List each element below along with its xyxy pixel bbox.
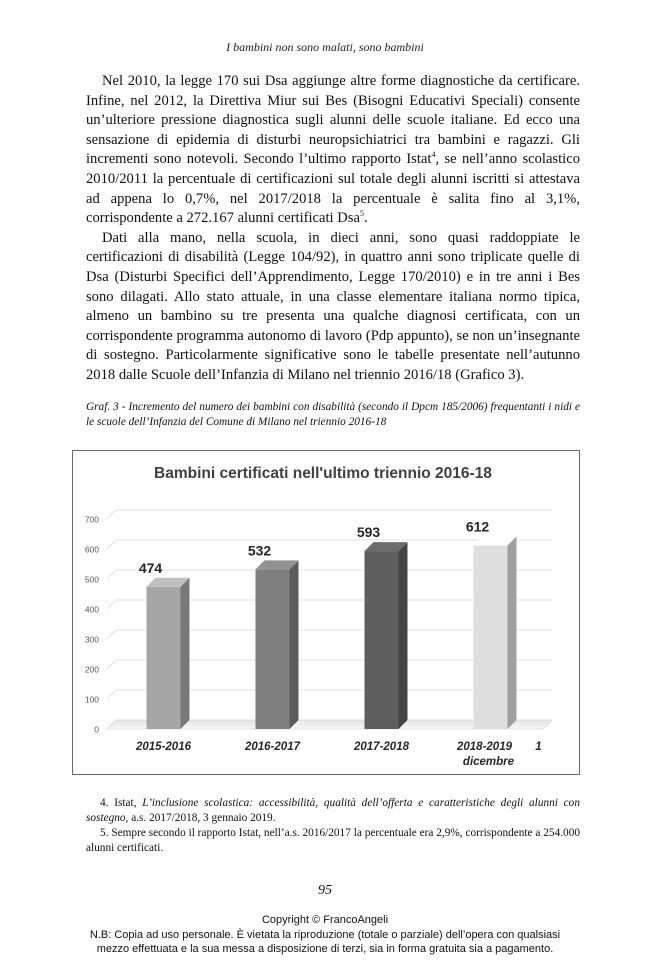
footnote-ref[interactable]: 5 [359, 209, 364, 219]
y-tick-label: 500 [84, 574, 99, 585]
y-tick-label: 400 [84, 604, 99, 615]
data-label: 593 [356, 524, 381, 541]
footnote-ref[interactable]: 4 [431, 150, 436, 160]
footnote: 4. Istat, L’inclusione scolastica: accessibilità, qualità dell’offerta e caratteristiche degli alunni con sostegno, a.s. 2017/2018, 3 gennaio 2019. [86, 797, 580, 824]
page-number: 95 [318, 883, 332, 898]
running-header: I bambini non sono malati, sono bambini [226, 40, 424, 54]
copyright-line: Copyright © FrancoAngeli [261, 914, 389, 926]
body-text [86, 72, 580, 386]
copyright-notice [0, 913, 650, 957]
bar [365, 551, 399, 729]
y-tick-label: 0 [94, 724, 99, 735]
y-tick-label: 600 [84, 544, 99, 555]
chart-title: Bambini certificati nell'ultimo triennio 2016-18 [154, 465, 492, 482]
cited-title: L’inclusione scolastica: accessibilità, qualità dell’offerta e caratteristiche degli alunni con sostegno [86, 797, 580, 824]
bar [474, 545, 508, 729]
bar [147, 587, 181, 729]
paragraph: Dati alla mano, nella scuola, in dieci anni, sono quasi raddoppiate le certificazioni di disabilità (Legge 104/92), in quattro anni sono triplicate quelle di Dsa (Disturbi Specifici dell’Apprendimento, Legge 170/2010) e in tre anni i Bes sono dilagati. Allo stato attuale, in una classe elementare italiana normo tipica, almeno un bambino su tre presenta una qualche diagnosi certificata, con un corrispondente programma autonomo di lavoro (Pdp appunto), se non un’insegnante di sostegno. Particolarmente significative sono le tabelle presentate nell’autunno 2018 dalle Scuole dell’Infanzia di Milano nel triennio 2016/18 (Grafico 3). [86, 229, 580, 383]
data-label: 532 [247, 542, 272, 559]
y-tick-label: 200 [84, 664, 99, 675]
data-label: 612 [465, 518, 490, 535]
x-tick-label: 2016-2017 [245, 741, 300, 753]
bar-chart [73, 451, 581, 776]
bar-side [399, 542, 408, 729]
paragraph: Nel 2010, la legge 170 sui Dsa aggiunge altre forme diagnostiche da certificare. Infine, nel 2012, la Direttiva Miur sui Bes (Bisogni Educativi Speciali) consente un’ulteriore pressione diagnostica sugli alunni delle scuole italiane. Ed ecco una sensazione di epidemia di disturbi neuropsichiatrici tra bambini e ragazzi. Gli incrementi sono notevoli. Secondo l’ultimo rapporto Istat$^4$, se nell’anno scolastico 2010/2011 la percentuale di certificazioni sul totale degli alunni iscritti si attestava ad appena lo 0,7%, nel 2017/2018 la percentuale è salita fino al 3,1%, corrispondente a 272.167 alunni certificati Dsa$^5$. [86, 73, 580, 227]
footnote: 5. Sempre secondo il rapporto Istat, nell’a.s. 2016/2017 la percentuale era 2,9%, corrispondente a 254.000 alunni certificati. [86, 827, 580, 854]
y-tick-label: 100 [84, 694, 99, 705]
bar-side [508, 536, 517, 729]
chart-frame [72, 450, 580, 775]
bar-side [290, 560, 299, 729]
data-label: 474 [138, 559, 163, 576]
copyright-disclaimer: N.B: Copia ad uso personale. È vietata la riproduzione (totale o parziale) dell’opera con qualsiasi [89, 928, 561, 941]
copyright-disclaimer: mezzo effettuata e la sua messa a disposizione di terzi, sia in forma gratuita sia a pagamento. [96, 943, 554, 955]
x-tick-label: 2018-2019 1 dicembre [457, 741, 542, 768]
footnotes [86, 796, 580, 856]
x-tick-label: 2015-2016 [136, 741, 191, 753]
figure-caption: Graf. 3 - Incremento del numero dei bambini con disabilità (secondo il Dpcm 185/2006) frequentanti i nidi e le scuole dell’Infanzia del Comune di Milano nel triennio 2016-18 [86, 401, 580, 428]
y-tick-label: 700 [84, 514, 99, 525]
bar [256, 569, 290, 729]
y-tick-label: 300 [84, 634, 99, 645]
bar-side [181, 578, 190, 729]
x-tick-label: 2017-2018 [354, 741, 409, 753]
